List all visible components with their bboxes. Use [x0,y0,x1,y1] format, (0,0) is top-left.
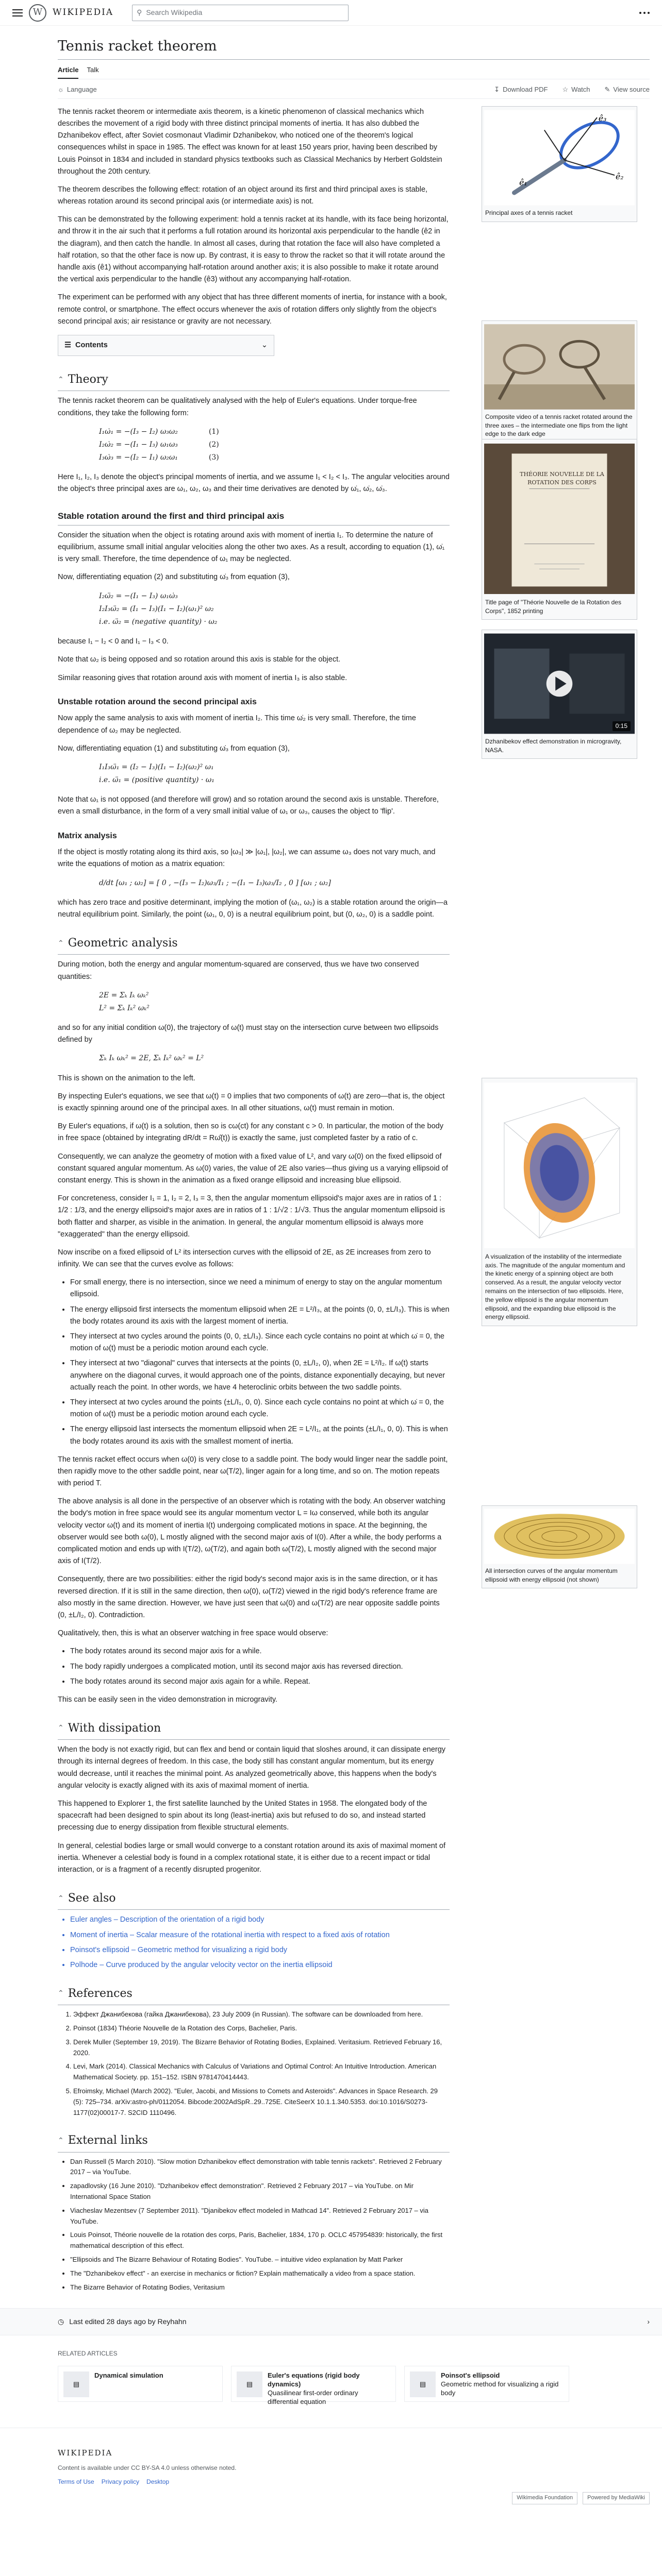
external-link[interactable]: • Dan Russell (5 March 2010). "Slow motion Dzhanibekov effect demonstration with table tennis rackets". Retrieved 2 February 2017 – via YouTube. [70,2157,450,2178]
article-placeholder-icon: ▤ [237,2371,262,2397]
equation: I₁I₃ω̈₁ = (I₂ − I₃)(I₁ − I₂)(ω₂)² ω₁ [99,762,214,771]
intro-paragraph: This can be demonstrated by the following experiment: hold a tennis racket at its handle, with its face being horizontal, and throw it in the air such that it performs a full rotation around its horizontal axis perpendicular to the handle (ê2 in the diagram), and then catch the handle. In almost all cases, during that rotation the face will also have completed a half rotation, so that the other face is now up. By contrast, it is easy to throw the racket so that it will rotate around the handle axis (ê1) without accompanying half-rotation around another axis; it is also possible to make it rotate around the vertical axis perpendicular to the handle (ê3) without any accompanying half-rotation. [58,215,449,284]
related-card[interactable] [404,2366,569,2402]
history-icon: ◷ [58,2317,64,2326]
more-options-icon[interactable] [639,12,650,14]
video-duration: 0:15 [613,721,631,731]
language-button[interactable] [58,84,97,95]
section-title: Stable rotation around the first and third principal axis [58,511,285,521]
chevron-up-icon: ⌃ [58,939,64,947]
list-item: • They intersect at two "diagonal" curves that intersects at the points (0, ±L/I₂, 0), when 2E = L²/I₂. If ω(t) starts anywhere on the diagonal curves, it would approach one of the points, distance exponentially decaying, but never actually reach the point. In other words, we have 4 heteroclinic orbits between the two saddle points. [70,1358,450,1394]
paragraph: and so for any initial condition ω(0), the trajectory of ω(t) must stay on the intersection curve between two ellipsoids defined by [58,1024,439,1044]
related-card[interactable] [58,2366,223,2402]
paragraph: If the object is mostly rotating along its third axis, so |ω₃| ≫ |ω₁|, |ω₂|, we can assume ω₃ does not vary much, and write the equations of motion as a matrix equation: [58,848,436,869]
see-also-link[interactable]: • Moment of inertia – Scalar measure of the rotational inertia with respect to a fixed axis of rotation [70,1929,450,1941]
site-header [0,0,662,26]
intro-paragraph: The tennis racket theorem or intermediate axis theorem, is a kinetic phenomenon of classical mechanics which describes the movement of a rigid body with three distinct principal moments of inertia. It has also dubbed the Dzhanibekov effect, after Soviet cosmonaut Vladimir Dzhanibekov, who noticed one of the theorem's logical consequences whilst in space in 1985. The effect was known for at least 150 years prior, having been described by Louis Poinsot in 1834 and included in standard physics textbooks such as Classical Mechanics by Herbert Goldstein throughout the 20th century. [58,107,442,176]
reference-item: 3. Derek Muller (September 19, 2019). The Bizarre Behavior of Rotating Bodies, Explained. Veritasium. Retrieved February 16, 2020. [73,2037,450,2059]
license-text: Content is available under CC BY-SA 4.0 unless otherwise noted. [58,2464,237,2471]
section-heading-dissipation[interactable] [58,1712,450,1740]
privacy-policy-link[interactable]: Privacy policy [101,2478,140,2486]
matrix-equation: d/dt [ω₁ ; ω₂] = [ 0 , −(I₃ − I₂)ω₃/I₁ ; −(I₁ − I₃)ω₃/I₂ , 0 ] [ω₁ ; ω₂] [99,878,331,887]
contents-toggle[interactable] [58,335,274,356]
menu-icon[interactable] [12,9,23,16]
language-label: Language [67,85,97,93]
equation: L² = Σₖ Iₖ² ωₖ² [99,1004,150,1012]
related-card-desc: Quasilinear first-order ordinary differential equation [268,2388,358,2405]
related-label: RELATED ARTICLES [58,2349,118,2357]
list-item: • The body rapidly undergoes a complicated motion, until its second major axis has reversed direction. [70,1661,450,1673]
chevron-up-icon: ⌃ [58,2136,64,2145]
section-heading-see-also[interactable] [58,1882,450,1910]
subsection-heading-unstable: Unstable rotation around the second principal axis [58,697,257,706]
related-card-title: Dynamical simulation [94,2371,163,2379]
paragraph: Qualitatively, then, this is what an observer watching in free space would observe: [58,1629,328,1638]
see-also-link[interactable]: • Polhode – Curve produced by the angular velocity vector on the inertia ellipsoid [70,1959,450,1971]
section-title: Theory [68,373,108,386]
list-item: • They intersect at two cycles around the points (0, 0, ±L/I₃). Since each cycle contains no point at which ω̇ = 0, the motion of ω(t) must be a periodic motion around each cycle. [70,1331,450,1354]
figure-caption: Composite video of a tennis racket rotated around the three axes – the intermediate one flips from the light edge to the dark edge [485,413,633,438]
chevron-down-icon: ⌄ [261,341,268,349]
equation: I₁ω̇₁ = −(I₃ − I₂) ω₃ω₂ [99,427,178,436]
equation: I₂ω̇₂ = −(I₁ − I₃) ω₁ω₃ [99,440,178,449]
equation: I₂ω̈₂ = −(I₁ − I₃) ω₁ω̇₃ [99,591,178,600]
pencil-icon: ✎ [604,85,610,93]
related-card-title: Poinsot's ellipsoid [441,2371,500,2379]
reference-item: 1. Эффект Джанибекова (гайка Джанибекова), 23 July 2009 (in Russian). The software can be downloaded from here. [73,2009,450,2020]
section-title: External links [68,2134,148,2147]
external-link[interactable]: • The Bizarre Behavior of Rotating Bodies, Veritasium [70,2282,450,2293]
related-card-desc: Geometric method for visualizing a rigid body [441,2380,559,2397]
external-link[interactable]: • Viacheslav Mezentsev (7 September 2011). "Djanibekov effect modeled in Mathcad 14". Retrieved 2 February 2017 – via YouTube. [70,2206,450,2227]
footer-wordmark: WIKIPEDIA [58,2448,113,2458]
equation: 2E = Σₖ Iₖ ωₖ² [99,991,149,999]
wikipedia-wordmark[interactable]: WIKIPEDIA [53,7,114,18]
racket-composite-video[interactable] [484,323,635,411]
wikimedia-badge[interactable]: Wikimedia Foundation [512,2492,577,2504]
paragraph: Here I₁, I₂, I₃ denote the object's principal moments of inertia, and we assume I₁ < I₂ < I₃. The angular velocities around the object's three principal axes are ω₁, ω₂, ω₃ and their time derivatives are denoted by ω̇₁, ω̇₂, ω̇₃. [58,473,450,494]
paragraph: Consequently, there are two possibilities: either the rigid body's second major axis is in the same direction, or it has reversed direction. If it is still in the same direction, then ω(0), ω(T/2) viewed in the rigid body's reference frame are also mostly in the same direction. However, we have just seen that ω(0) and ω(T/2) are near opposite saddle points (0, ±L/I₂, 0). Contradiction. [58,1575,440,1619]
figure-ellipsoids [482,1078,637,1326]
figure-caption: Principal axes of a tennis racket [485,209,573,216]
tab-talk[interactable]: Talk [87,66,99,74]
paragraph: By Euler's equations, if ω(t) is a solution, then so is cω(ct) for any constant c > 0. In particular, the motion of the body in free space (obtained by integrating dR/dt = Rω̂(t)) is exactly the same, just completed faster by a ratio of c. [58,1122,443,1143]
source-label: View source [613,85,650,93]
observer-list [70,1646,450,1688]
curve-evolution-list [70,1277,450,1447]
paragraph: During motion, both the energy and angular momentum-squared are conserved, thus we have two conserved quantities: [58,960,419,981]
svg-text:ê₃: ê₃ [598,113,607,123]
section-title: See also [68,1892,116,1905]
last-edited-bar[interactable] [0,2308,662,2335]
reference-item: 4. Levi, Mark (2014). Classical Mechanics with Calculus of Variations and Optimal Control: An Intuitive Introduction. American Mathematical Society. pp. 151–152. ISBN 9781470414443. [73,2061,450,2083]
paragraph: Consider the situation when the object is rotating around axis with moment of inertia I₁. To determine the nature of equilibrium, assume small initial angular velocities along the other two axes. As a result, according to equation (1), ω̇₁ is very small. Therefore, the time dependence of ω₁ may be neglected. [58,531,445,564]
paragraph: For concreteness, consider I₁ = 1, I₂ = 2, I₃ = 3, then the angular momentum ellipsoid's major axes are in ratios of 1 : 1/2 : 1/3, and the energy ellipsoid's major axes are in ratios of 1 : 1/√2 : 1/√3. Thus the angular momentum ellipsoid is both flatter and sharper, as visible in the animation. In general, the angular momentum ellipsoid is always more "exaggerated" than the energy ellipsoid. [58,1194,445,1239]
site-footer [0,2428,662,2515]
language-icon: ☼ [58,85,64,93]
contents-label: Contents [75,341,108,349]
figure-video-nasa [482,630,637,759]
equation-number: (2) [208,440,219,449]
euler-equations [99,426,450,465]
paragraph: Now inscribe on a fixed ellipsoid of L² its intersection curves with the ellipsoid of 2E, as 2E increases from zero to infinity. We can see that the curves evolve as follows: [58,1248,431,1269]
paragraph: Now, differentiating equation (1) and substituting ω̇₃ from equation (3), [58,744,290,753]
section-title: Geometric analysis [68,937,178,950]
section-heading-stable[interactable] [58,502,450,526]
paragraph: Note that ω₁ is not opposed (and therefore will grow) and so rotation around the second axis is unstable. Therefore, even a small disturbance, in the form of a very small initial value of ω₁ or ω₃, causes the object to 'flip'. [58,795,439,816]
article-placeholder-icon: ▤ [63,2371,89,2397]
download-icon: ↧ [494,85,500,93]
paragraph: The above analysis is all done in the perspective of an observer which is rotating with the body. An observer watching the body's motion in free space would see its angular momentum vector L = Iω conserved, while both its angular velocity vector ω(t) and its moment of inertia I(t) undergoing complicated motions in space. At the beginning, the observer would see both ω(0), L mostly aligned with the second major axis of I(0). After a while, the body performs a complicated motion and ends up with I(T/2), ω(T/2), and again both ω(T/2), L mostly aligned with the second major axis of I(T/2). [58,1497,445,1566]
chevron-right-icon: › [647,2317,650,2326]
tennis-racket-diagram[interactable] [484,109,635,207]
article-body [58,99,650,2293]
section-title: References [68,1987,133,2001]
page-toolbar [58,79,650,99]
section-heading-theory[interactable] [58,363,450,391]
mediawiki-badge[interactable]: Powered by MediaWiki [583,2492,650,2504]
figure-racket [482,106,637,222]
chevron-up-icon: ⌃ [58,375,64,384]
page-title: Tennis racket theorem [58,35,650,60]
equation: Σₖ Iₖ ωₖ² = 2E, Σₖ Iₖ² ωₖ² = L² [99,1054,204,1063]
paragraph: The tennis racket theorem can be qualitatively analysed with the help of Euler's equations. Under torque-free conditions, they take the following form: [58,397,417,417]
svg-text:ê₂: ê₂ [616,172,624,181]
paragraph: Note that ω₂ is being opposed and so rotation around this axis is stable for the object. [58,655,341,664]
terms-of-use-link[interactable]: Terms of Use [58,2478,94,2486]
list-icon: ☰ [64,341,71,349]
star-icon: ☆ [562,85,569,93]
paragraph: Now, differentiating equation (2) and substituting ω̇₃ from equation (3), [58,573,290,582]
paragraph: By inspecting Euler's equations, we see that ω(t) = 0 implies that two components of ω(t) are zero—that is, the object is exactly spinning around one of the principal axes. In all other situations, ω(t) must remain in motion. [58,1092,445,1113]
paragraph: When the body is not exactly rigid, but can flex and bend or contain liquid that sloshes around, it can dissipate energy through its internal degrees of freedom. In this case, the body still has constant angular momentum, but its energy would decrease, until it reaches the minimal point. As analyzed geometrically above, this happens when the body's angular velocity is exactly aligned with its axis of maximal moment of inertia. [58,1745,446,1790]
paragraph: This can be easily seen in the video demonstration in microgravity. [58,1695,278,1704]
list-item: • They intersect at two cycles around the points (±L/I₁, 0, 0). Since each cycle contains no point at which ω̇ = 0, the motion of ω(t) must be a periodic motion around each cycle. [70,1397,450,1420]
book-title-page-image[interactable] [484,442,635,596]
section-heading-geometric[interactable] [58,927,450,955]
equation: i.e. ω̈₁ = (positive quantity) · ω₁ [99,776,214,785]
paragraph: which has zero trace and positive determinant, implying the motion of (ω₁, ω₂) is a stable rotation around the origin—a neutral equilibrium point. Similarly, the point (ω₁, 0, 0) is a neutral equilibrium point, but (0, ω₂, 0) is a saddle point. [58,898,448,919]
chevron-up-icon: ⌃ [58,1989,64,1998]
list-item: • For small energy, there is no intersection, since we need a minimum of energy to stay on the angular momentum ellipsoid. [70,1277,450,1300]
figure-caption: Dzhanibekov effect demonstration in microgravity, NASA. [485,737,622,754]
figure-caption: All intersection curves of the angular momentum ellipsoid with energy ellipsoid (not shown) [485,1567,618,1583]
external-link[interactable]: • The "Dzhanibekov effect" - an exercise in mechanics or fiction? Explain mathematically a video from a space station. [70,2268,450,2279]
equation-block [99,989,450,1015]
external-link[interactable]: • zapadlovsky (16 June 2010). "Dzhanibekov effect demonstration". Retrieved 2 February 2017 – via YouTube. on Mir International Space Station [70,2181,450,2202]
view-source-button[interactable] [605,84,650,95]
list-item: • The body rotates around its second major axis for a while. [70,1646,450,1657]
list-item: • The energy ellipsoid first intersects the momentum ellipsoid when 2E = L²/I₃, at the points (0, 0, ±L/I₃). This is when the body rotates around its axis with the largest moment of inertia. [70,1304,450,1328]
subsection-heading-matrix: Matrix analysis [58,831,117,840]
download-pdf-button[interactable] [494,84,548,95]
paragraph: This is shown on the animation to the left. [58,1074,195,1082]
related-articles [0,2335,662,2407]
equation-number: (3) [208,453,219,462]
related-card-title: Euler's equations (rigid body dynamics) [268,2371,360,2388]
see-also-link[interactable]: • Euler angles – Description of the orientation of a rigid body [70,1914,450,1926]
section-heading-external-links[interactable] [58,2124,450,2152]
equation: I₃ω̇₃ = −(I₂ − I₁) ω₂ω₁ [99,453,178,462]
references-list [73,2009,450,2118]
paragraph: Consequently, we can analyze the geometry of motion with a fixed value of L², and vary ω(0) on the fixed ellipsoid of constant squared angular momentum. As ω(0) varies, the value of 2E also varies—thus giving us a varying ellipsoid of constant energy. This is shown in the animation as a fixed orange ellipsoid and increasing blue ellipsoid. [58,1152,448,1184]
equation-block [99,590,450,629]
paragraph: This happened to Explorer 1, the first satellite launched by the United States in 1958. The elongated body of the spacecraft had been designed to spin about its long (least-inertia) axis but refused to do so, and instead started precessing due to energy dissipation from flexible structural elements. [58,1800,427,1832]
equation: I₂I₃ω̈₂ = (I₁ − I₃)(I₁ − I₂)(ω₁)² ω₂ [99,604,214,613]
search-input[interactable] [132,5,349,21]
search-icon: ⚲ [137,8,142,17]
svg-text:ê₁: ê₁ [519,178,527,188]
external-links-list [70,2157,450,2293]
paragraph: In general, celestial bodies large or small would converge to a constant rotation around its axis of maximal moment of inertia. Whenever a celestial body is found in a complex rotational state, it is either due to a recent impact or tidal interaction, or is a fragment of a recently disrupted progenitor. [58,1841,445,1874]
wikipedia-logo-mark[interactable]: W [29,4,46,22]
equation-number: (1) [208,427,219,436]
watch-label: Watch [571,85,590,93]
last-edited-text: Last edited 28 days ago by Reyhahn [69,2317,187,2326]
paragraph: Similar reasoning gives that rotation around axis with moment of inertia I₃ is also stable. [58,673,347,682]
search-placeholder: Search Wikipedia [146,8,203,17]
intersection-curves-image[interactable] [484,1508,635,1565]
chevron-up-icon: ⌃ [58,1724,64,1733]
figure-book [482,439,637,620]
tab-article[interactable]: Article [58,63,78,79]
watch-button[interactable] [562,84,590,95]
desktop-link[interactable]: Desktop [146,2478,170,2486]
see-also-link[interactable]: • Poinsot's ellipsoid – Geometric method for visualizing a rigid body [70,1944,450,1956]
reference-item: 2. Poinsot (1834) Théorie Nouvelle de la Rotation des Corps, Bachelier, Paris. [73,2023,450,2034]
figure-caption: A visualization of the instability of the intermediate axis. The magnitude of the angular momentum and the kinetic energy of a spinning object are both conserved. As a result, the angular velocity vector remains on the intersection of two ellipsoids. Here, the yellow ellipsoid is the angular momentum ellipsoid, and the expanding blue ellipsoid is the energy ellipsoid. [485,1252,625,1321]
ellipsoid-animation[interactable] [484,1080,635,1250]
intro-paragraph: The experiment can be performed with any object that has three different moments of inertia, for instance with a book, remote control, or smartphone. The effect occurs whenever the axis of rotation differs only slightly from the object's second principal axis; air resistance or gravity are not necessary. [58,293,447,326]
see-also-list [70,1914,450,1971]
section-heading-references[interactable] [58,1977,450,2005]
figure-video-racket [482,320,637,443]
chevron-up-icon: ⌃ [58,1894,64,1903]
nasa-microgravity-video[interactable] [484,632,635,735]
equation-block [99,761,450,787]
section-title: With dissipation [68,1722,161,1735]
list-item: • The body rotates around its second major axis again for a while. Repeat. [70,1676,450,1688]
paragraph: Now apply the same analysis to axis with moment of inertia I₂. This time ω̇₂ is very small. Therefore, the time dependence of ω₂ may be neglected. [58,714,416,735]
book-title-text: THÉORIE NOUVELLE DE LA ROTATION DES CORPS [520,470,604,486]
figure-curves [482,1505,637,1589]
external-link[interactable]: • Louis Poinsot, Théorie nouvelle de la rotation des corps, Paris, Bachelier, 1834, 170 p. OCLC 457954839: historically, the first mathematical description of this effect. [70,2230,450,2251]
paragraph: because I₁ − I₂ < 0 and I₁ − I₃ < 0. [58,637,169,646]
reference-item: 5. Efroimsky, Michael (March 2002). "Euler, Jacobi, and Missions to Comets and Asteroids". Advances in Space Research. 29 (5): 725–734. arXiv:astro-ph/0112054. Bibcode:2002AdSpR..29..725E. CiteSeerX 10.1.1.340.5353. doi:10.1016/S0273-1177(02)00017-7. S2CID 1110496. [73,2086,450,2118]
equation: i.e. ω̈₂ = (negative quantity) · ω₂ [99,617,218,626]
list-item: • The energy ellipsoid last intersects the momentum ellipsoid when 2E = L²/I₁, at the points (±L/I₁, 0, 0). This is when the body rotates around its axis with the smallest moment of inertia. [70,1423,450,1447]
related-card[interactable] [231,2366,396,2405]
paragraph: The tennis racket effect occurs when ω(0) is very close to a saddle point. The body would linger near the saddle point, then rapidly move to the other saddle point, near ω(T/2), linger again for a long time, and so on. The motion repeats with period T. [58,1455,448,1488]
download-label: Download PDF [503,85,548,93]
intro-paragraph: The theorem describes the following effect: rotation of an object around its first and third principal axes is stable, whereas rotation around its second principal axis (or intermediate axis) is not. [58,185,428,206]
article-placeholder-icon: ▤ [410,2371,436,2397]
figure-caption: Title page of "Théorie Nouvelle de la Rotation des Corps", 1852 printing [485,598,621,615]
external-link[interactable]: • "Ellipsoids and The Bizarre Behaviour of Rotating Bodies". YouTube. – intuitive video explanation by Matt Parker [70,2255,450,2265]
namespace-tabs [58,63,650,79]
